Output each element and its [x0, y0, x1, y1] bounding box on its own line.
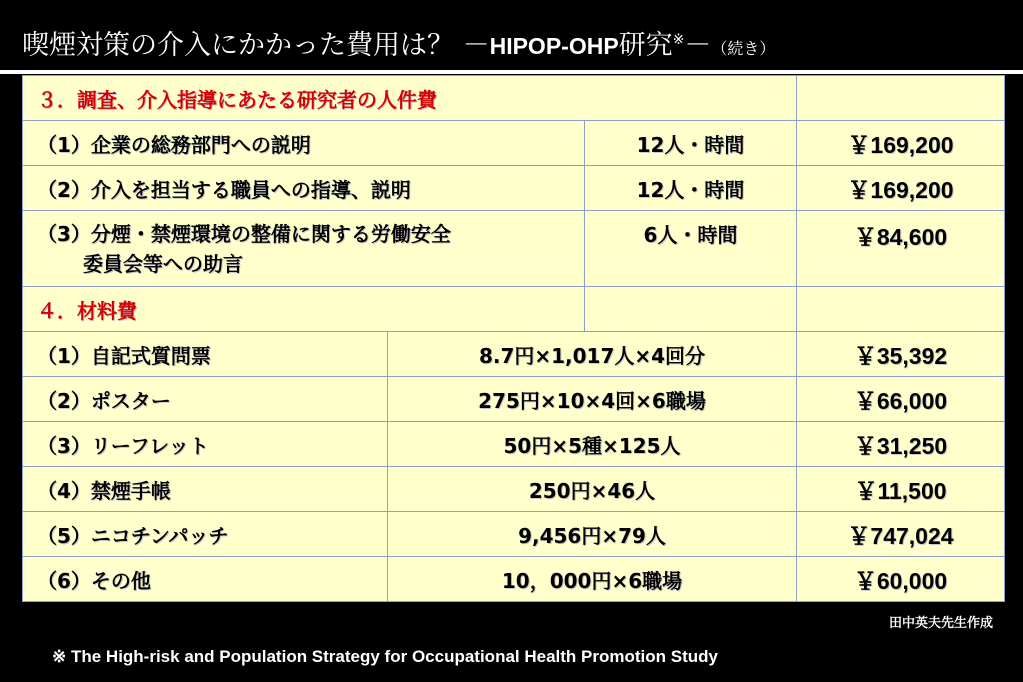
table-row: [23, 332, 1005, 377]
row-formula: 250円×46人: [388, 467, 797, 512]
row-amount: ￥35,392: [797, 332, 1005, 377]
title-main: 喫煙対策の介入にかかった費用は？ －: [22, 30, 490, 61]
table-row: [23, 166, 1005, 211]
table-row: [23, 121, 1005, 166]
row-formula: 275円×10×4回×6職場: [388, 377, 797, 422]
row-amount: ￥11,500: [797, 467, 1005, 512]
title-dash: －: [684, 30, 712, 61]
empty-cell: [797, 287, 1005, 332]
title-project: HIPOP-OHP: [489, 33, 619, 59]
row-quantity: 12人・時間: [585, 166, 797, 211]
row-amount: ￥31,250: [797, 422, 1005, 467]
row-label: （2）ポスター: [23, 377, 388, 422]
row-amount: ￥747,024: [797, 512, 1005, 557]
cost-table: [22, 75, 1005, 602]
title-divider: [0, 70, 1023, 74]
title-suffix: 研究: [618, 30, 673, 61]
author-credit: 田中英夫先生作成: [888, 616, 993, 631]
page-title: [22, 28, 775, 64]
section-4-header-row: [23, 287, 1005, 332]
footnote: ※ The High-risk and Population Strategy for Occupational Health Promotion Study: [52, 647, 718, 666]
row-label: （1）自記式質問票: [23, 332, 388, 377]
row-formula: 8.7円×1,017人×4回分: [388, 332, 797, 377]
row-formula: 10，000円×6職場: [388, 557, 797, 602]
row-label-line-1: （3）分煙・禁煙環境の整備に関する労働安全: [37, 222, 451, 246]
row-formula: 50円×5種×125人: [388, 422, 797, 467]
section-3-header-row: [23, 76, 1005, 121]
section-4-heading: ４．材料費: [23, 287, 585, 332]
row-amount: ￥84,600: [797, 211, 1005, 287]
row-amount: ￥66,000: [797, 377, 1005, 422]
section-3-heading: ３．調査、介入指導にあたる研究者の人件費: [23, 76, 797, 121]
table-row: [23, 377, 1005, 422]
row-label: [23, 211, 585, 287]
row-label-line-2: 委員会等への助言: [83, 252, 243, 276]
row-amount: ￥169,200: [797, 166, 1005, 211]
row-amount: ￥60,000: [797, 557, 1005, 602]
row-label: （4）禁煙手帳: [23, 467, 388, 512]
table-row: [23, 512, 1005, 557]
empty-cell: [797, 76, 1005, 121]
row-label: （5）ニコチンパッチ: [23, 512, 388, 557]
table-row: [23, 422, 1005, 467]
row-quantity: 6人・時間: [585, 211, 797, 287]
table-row: [23, 557, 1005, 602]
row-amount: ￥169,200: [797, 121, 1005, 166]
row-label: （3）リーフレット: [23, 422, 388, 467]
table-row: [23, 467, 1005, 512]
row-label: （6）その他: [23, 557, 388, 602]
title-footnote-mark: ※: [672, 32, 685, 48]
row-label: （1）企業の総務部門への説明: [23, 121, 585, 166]
row-label: （2）介入を担当する職員への指導、説明: [23, 166, 585, 211]
empty-cell: [585, 287, 797, 332]
row-quantity: 12人・時間: [585, 121, 797, 166]
table-row: [23, 211, 1005, 287]
title-continued: （続き）: [711, 39, 776, 58]
row-formula: 9,456円×79人: [388, 512, 797, 557]
